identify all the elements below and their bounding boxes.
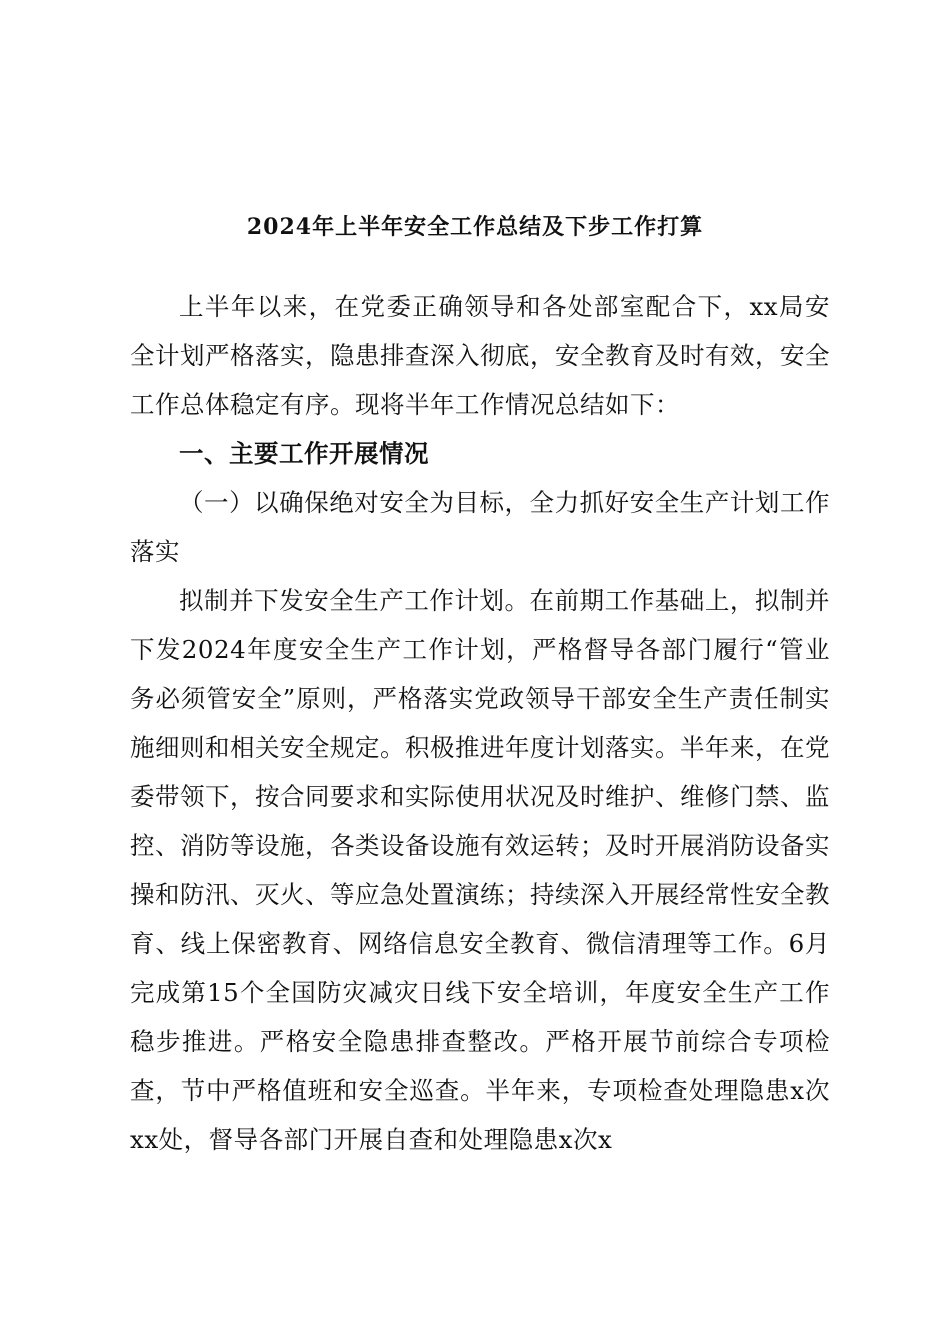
subsection-heading: （一）以确保绝对安全为目标，全力抓好安全生产计划工作落实 (130, 488, 830, 566)
body-paragraph: 拟制并下发安全生产工作计划。在前期工作基础上，拟制并下发2024年度安全生产工作计划，严格督导各部门履行“管业务必须管安全”原则，严格落实党政领导干部安全生产责任制实施细则和相关安全规定。积极推进年度计划落实。半年来，在党委带领下，按合同要求和实际使用状况及时维护、维修门禁、监控、消防等设施，各类设备设施有效运转；及时开展消防设备实操和防汛、灭火、等应急处置演练；持续深入开展经常性安全教育、线上保密教育、网络信息安全教育、微信清理等工作。6月完成第15个全国防灾减灾日线下安全培训，年度安全生产工作稳步推进。严格安全隐患排查整改。严格开展节前综合专项检查，节中严格值班和安全巡查。半年来，专项检查处理隐患x次xx处，督导各部门开展自查和处理隐患x次x (130, 586, 830, 1154)
document-title: 2024年上半年安全工作总结及下步工作打算 (246, 214, 704, 240)
document-body (130, 282, 830, 1164)
section-heading: 一、主要工作开展情况 (179, 439, 429, 468)
intro-paragraph: 上半年以来，在党委正确领导和各处部室配合下，xx局安全计划严格落实，隐患排查深入彻底，安全教育及时有效，安全工作总体稳定有序。现将半年工作情况总结如下： (130, 292, 830, 419)
